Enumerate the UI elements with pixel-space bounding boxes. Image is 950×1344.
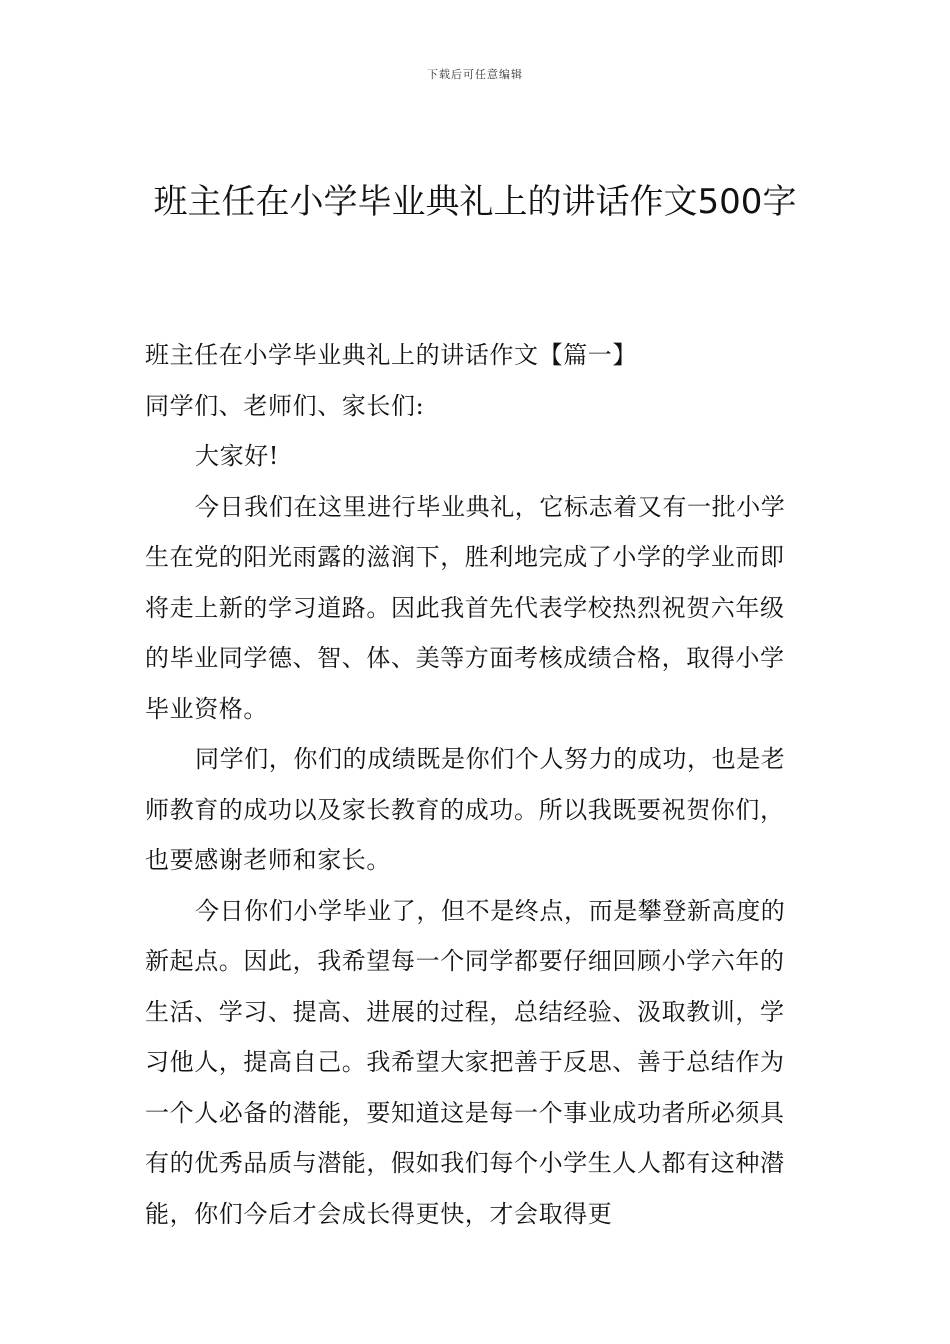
section-heading: 班主任在小学毕业典礼上的讲话作文【篇一】 [145,341,637,369]
header-note: 下载后可任意编辑 [427,68,523,81]
salutation: 同学们、老师们、家长们: [145,391,425,420]
paragraph: 今日你们小学毕业了，但不是终点，而是攀登新高度的新起点。因此，我希望每一个同学都要仔细回顾小学六年的生活、学习、提高、进展的过程，总结经验、汲取教训，学习他人，提高自己。我希望大家把善于反思、善于总结作为一个人必备的潜能，要知道这是每一个事业成功者所必须具有的优秀品质与潜能，假如我们每个小学生人人都有这种潜能，你们今后才会成长得更快，才会取得更 [145,896,786,1228]
paragraph: 今日我们在这里进行毕业典礼，它标志着又有一批小学生在党的阳光雨露的滋润下，胜利地完成了小学的学业而即将走上新的学习道路。因此我首先代表学校热烈祝贺六年级的毕业同学德、智、体、美等方面考核成绩合格，取得小学毕业资格。 [145,492,786,723]
document-body [145,330,807,1239]
paragraph-greeting: 大家好! [195,442,280,470]
document-title: 班主任在小学毕业典礼上的讲话作文500字 [153,182,797,222]
paragraph: 同学们，你们的成绩既是你们个人努力的成功，也是老师教育的成功以及家长教育的成功。所以我既要祝贺你们，也要感谢老师和家长。 [145,745,786,874]
